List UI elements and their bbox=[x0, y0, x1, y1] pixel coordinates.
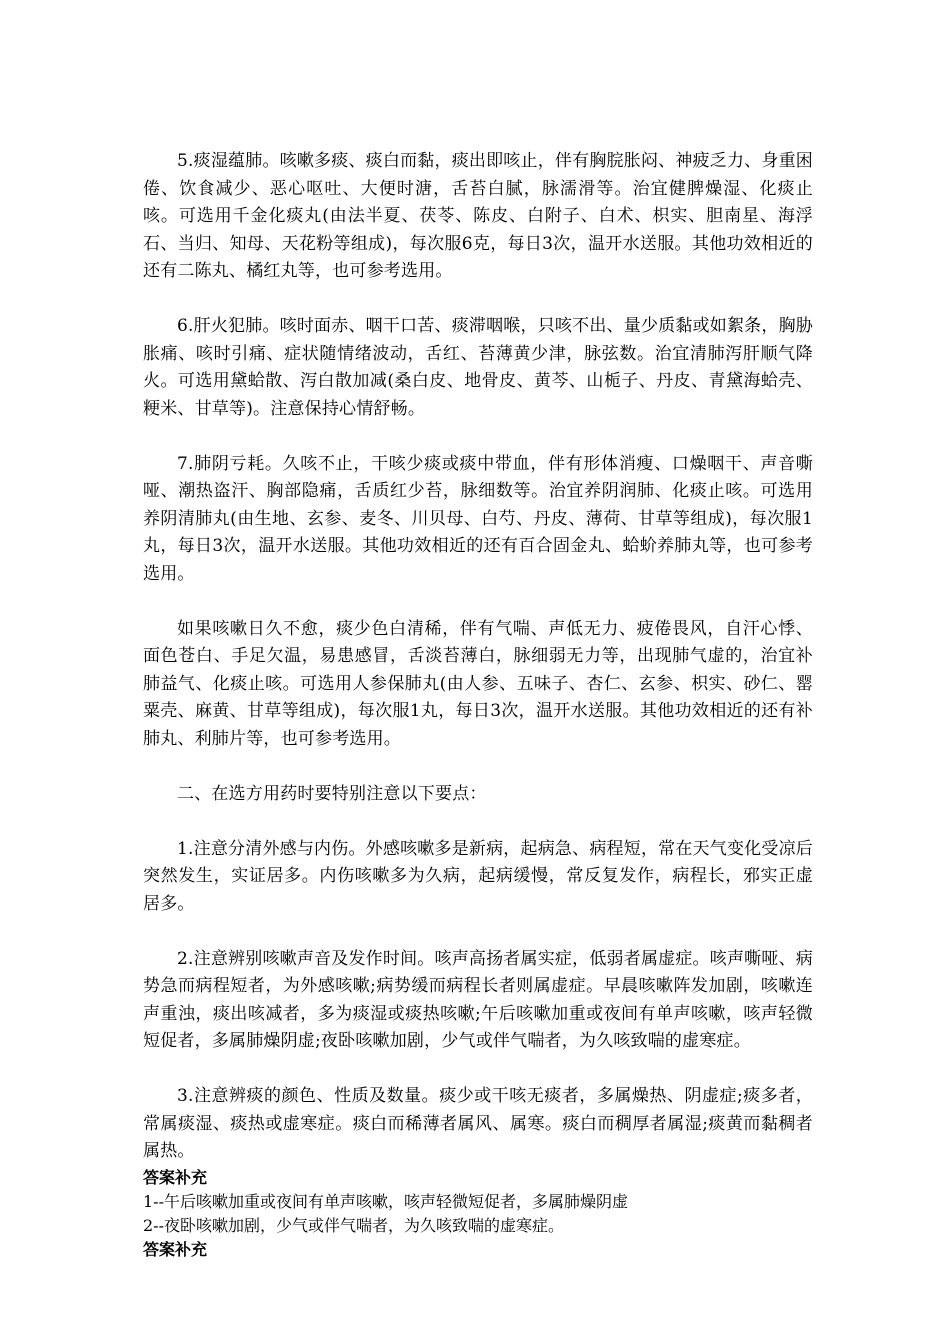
paragraph-liver-fire: 6.肝火犯肺。咳时面赤、咽干口苦、痰滞咽喉，只咳不出、量少质黏或如絮条，胸胁胀痛、咳时引痛、症状随情绪波动，舌红、苔薄黄少津，脉弦数。治宜清肺泻肝顺气降火。可选用黛蛤散、泻白散加减(桑白皮、地骨皮、黄芩、山栀子、丹皮、青黛海蛤壳、粳米、甘草等)。注意保持心情舒畅。 bbox=[143, 316, 813, 419]
answer-heading: 答案补充 bbox=[143, 1167, 208, 1187]
paragraph-point-1: 1.注意分清外感与内伤。外感咳嗽多是新病，起病急、病程短，常在天气变化受凉后突然发生，实证居多。内伤咳嗽多为久病，起病缓慢，常反复发作，病程长，邪实正虚居多。 bbox=[143, 838, 813, 914]
answer-supplement bbox=[143, 1166, 813, 1262]
answer-line-1: 1--午后咳嗽加重或夜间有单声咳嗽，咳声轻微短促者，多属肺燥阴虚 bbox=[143, 1191, 628, 1211]
paragraph-lung-qi: 如果咳嗽日久不愈，痰少色白清稀，伴有气喘、声低无力、疲倦畏风，自汗心悸、面色苍白、手足欠温，易患感冒，舌淡苔薄白，脉细弱无力等，出现肺气虚的，治宜补肺益气、化痰止咳。可选用人参保肺丸(由人参、五味子、杏仁、玄参、枳实、砂仁、罂粟壳、麻黄、甘草等组成)，每次服1丸，每日3次，温开水送服。其他功效相近的还有补肺丸、利肺片等，也可参考选用。 bbox=[143, 618, 813, 749]
paragraph-point-3: 3.注意辨痰的颜色、性质及数量。痰少或干咳无痰者，多属燥热、阴虚症;痰多者，常属痰湿、痰热或虚寒症。痰白而稀薄者属风、属寒。痰白而稠厚者属湿;痰黄而黏稠者属热。 bbox=[143, 1086, 813, 1161]
paragraph-lung-yin: 7.肺阴亏耗。久咳不止，干咳少痰或痰中带血，伴有形体消瘦、口燥咽干、声音嘶哑、潮热盗汗、胸部隐痛，舌质红少苔，脉细数等。治宜养阴润肺、化痰止咳。可选用养阴清肺丸(由生地、玄参、麦冬、川贝母、白芍、丹皮、薄荷、甘草等组成)，每次服1丸，每日3次，温开水送服。其他功效相近的还有百合固金丸、蛤蚧养肺丸等，也可参考选用。 bbox=[143, 453, 813, 584]
paragraph-point-2: 2.注意辨别咳嗽声音及发作时间。咳声高扬者属实症，低弱者属虚症。咳声嘶哑、病势急而病程短者，为外感咳嗽;病势缓而病程长者则属虚症。早晨咳嗽阵发加剧，咳嗽连声重浊，痰出咳减者，多为痰湿或痰热咳嗽;午后咳嗽加重或夜间有单声咳嗽，咳声轻微短促者，多属肺燥阴虚;夜卧咳嗽加剧，少气或伴气喘者，为久咳致喘的虚寒症。 bbox=[143, 948, 813, 1051]
paragraph-phlegm-damp: 5.痰湿蕴肺。咳嗽多痰、痰白而黏，痰出即咳止，伴有胸脘胀闷、神疲乏力、身重困倦、饮食减少、恶心呕吐、大便时溏，舌苔白腻，脉濡滑等。治宜健脾燥湿、化痰止咳。可选用千金化痰丸(由法半夏、茯苓、陈皮、白附子、白术、枳实、胆南星、海浮石、当归、知母、天花粉等组成)，每次服6克，每日3次，温开水送服。其他功效相近的还有二陈丸、橘红丸等，也可参考选用。 bbox=[143, 151, 813, 281]
document-body bbox=[143, 148, 813, 1262]
answer-line-2: 2--夜卧咳嗽加剧，少气或伴气喘者，为久咳致喘的虚寒症。 bbox=[143, 1215, 564, 1235]
section-heading-key-points: 二、在选方用药时要特别注意以下要点： bbox=[177, 783, 487, 804]
answer-heading-2: 答案补充 bbox=[143, 1239, 208, 1259]
